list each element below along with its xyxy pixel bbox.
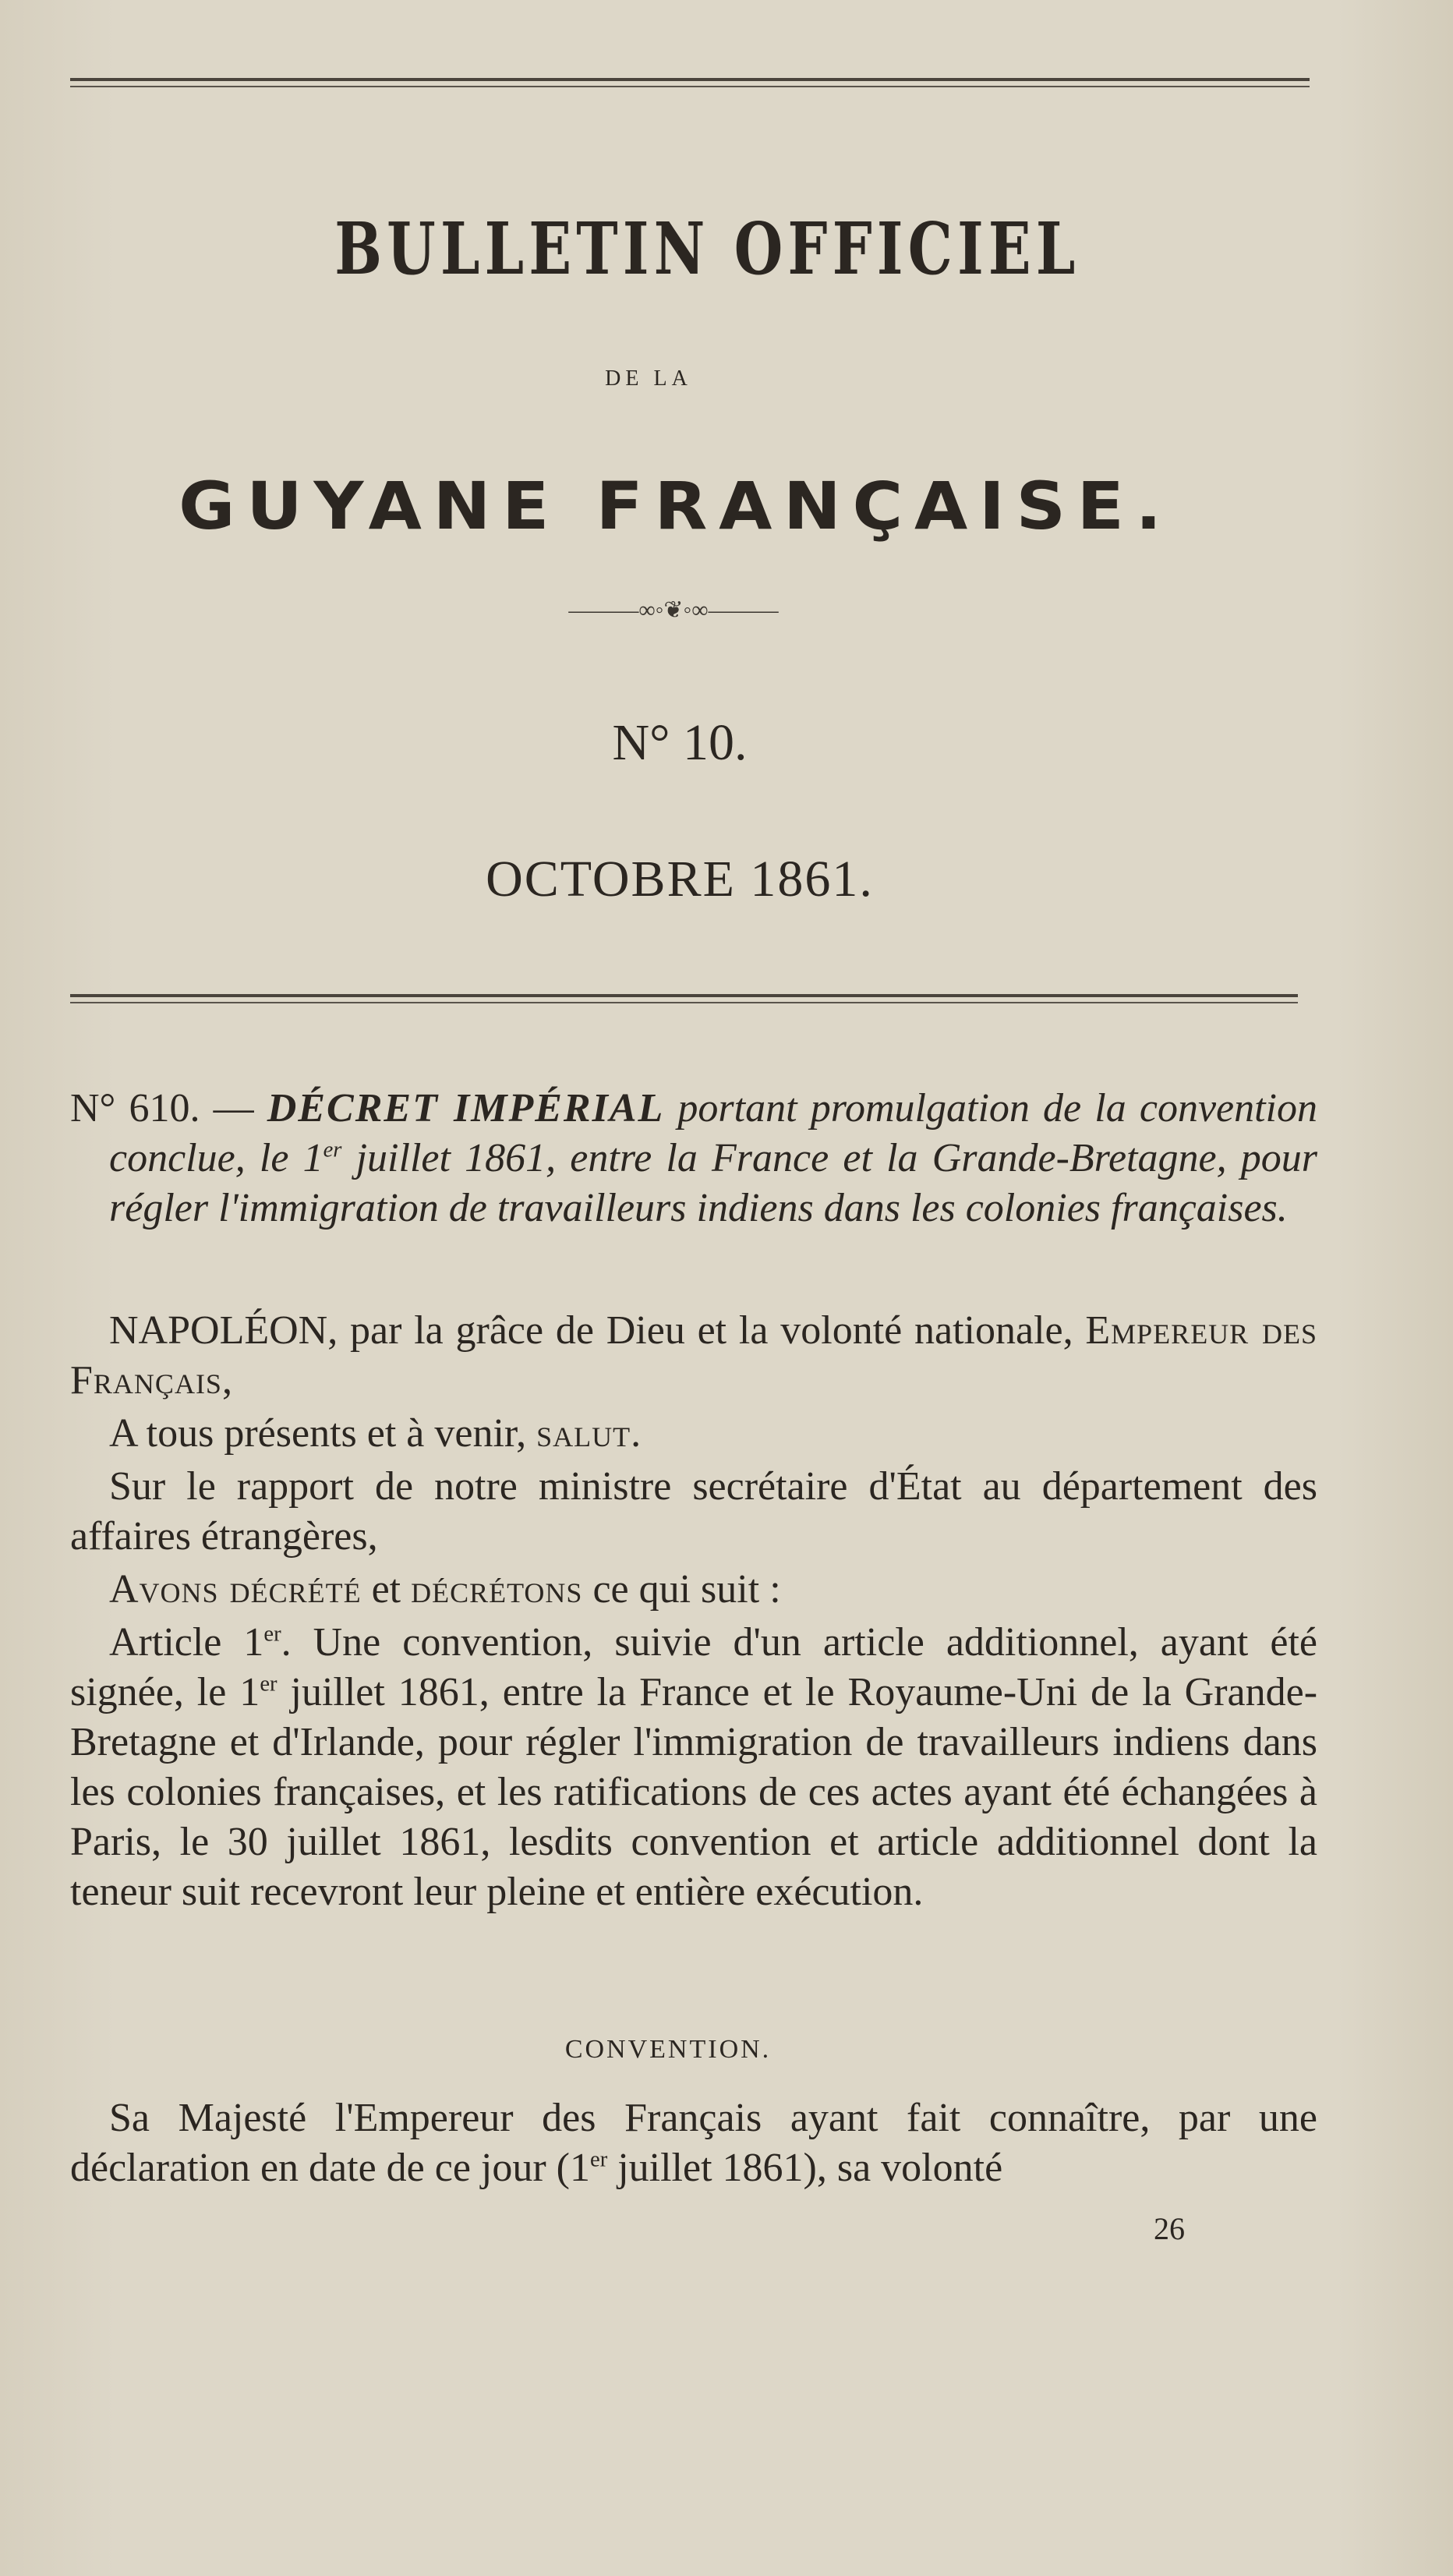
- convention-text-part2: juillet 1861), sa volonté: [607, 2146, 1003, 2190]
- article-text-part1: . Une convention, suivie d'un article additionnel, ayant été signée, le 1: [70, 1620, 1317, 1714]
- convention-heading: CONVENTION.: [564, 2035, 772, 2064]
- page-number: 26: [1154, 2211, 1185, 2246]
- issue-date: OCTOBRE 1861.: [486, 851, 874, 908]
- decree-heading: [70, 1084, 1317, 1233]
- decree-date-sup: er: [323, 1138, 342, 1162]
- decree-type: DÉCRET IMPÉRIAL: [267, 1086, 665, 1131]
- sovereign-text: NAPOLÉON, par la grâce de Dieu et la volonté nationale,: [109, 1308, 1086, 1353]
- formula-decretons: décrétons: [411, 1567, 583, 1612]
- decree-number: N° 610. —: [70, 1086, 254, 1131]
- colony-title: GUYANE FRANÇAISE.: [179, 468, 1173, 544]
- formula-suit: ce qui suit :: [582, 1567, 781, 1612]
- header-bottom-rule: [70, 994, 1298, 1003]
- emperor-title: Empereur des Français,: [70, 1308, 1317, 1403]
- paragraph-sovereign: [70, 1306, 1317, 1406]
- bulletin-title: BULLETIN OFFICIEL: [334, 207, 1080, 291]
- title-connector: DE LA: [605, 366, 692, 391]
- salutation-text: A tous présents et à venir,: [109, 1411, 537, 1456]
- formula-avons: Avons: [109, 1567, 230, 1612]
- ornament-divider: ———∞◦❦◦∞———: [568, 597, 779, 623]
- issue-number: N° 10.: [612, 714, 748, 771]
- paragraph-decree-formula: [70, 1565, 1317, 1615]
- article-text-part2: juillet 1861, entre la France et le Royaume-Uni de la Grande-Bretagne et d'Irlande, pour régler l'immigration de travailleurs indiens dans les colonies françaises, et les ratifications de ces actes ayant été échangées à Paris, le 30 juillet 1861, lesdits convention et article additionnel dont la teneur suit recevront leur pleine et entière exécution.: [70, 1670, 1318, 1914]
- article-label: Article 1: [109, 1620, 264, 1665]
- article-date-sup: er: [260, 1672, 278, 1697]
- article-sup: er: [263, 1622, 281, 1647]
- decree-date-day: 1: [302, 1136, 323, 1180]
- convention-paragraph-1: [70, 2093, 1317, 2193]
- salut-word: salut.: [536, 1411, 642, 1456]
- convention-body: [70, 2093, 1317, 2193]
- paragraph-report: Sur le rapport de notre ministre secrétaire d'État au département des affaires étrangères,: [70, 1464, 1317, 1559]
- formula-decrete: décrété: [229, 1567, 362, 1612]
- top-rule: [70, 78, 1310, 87]
- convention-text-part1: Sa Majesté l'Empereur des Français ayant fait connaître, par une déclaration en date de ce jour (1: [70, 2096, 1317, 2190]
- decree-subject-part2: juillet 1861, entre la France et la Grande-Bretagne, pour régler l'immigration de travailleurs indiens dans les colonies françaises.: [109, 1136, 1317, 1230]
- decree-body: [70, 1306, 1317, 1917]
- paragraph-salutation: [70, 1409, 1317, 1459]
- article-1: [70, 1618, 1317, 1917]
- formula-et: et: [361, 1567, 412, 1612]
- decree-subject-part1: portant promulgation de la convention conclue, le: [109, 1086, 1317, 1180]
- convention-sup: er: [590, 2147, 608, 2172]
